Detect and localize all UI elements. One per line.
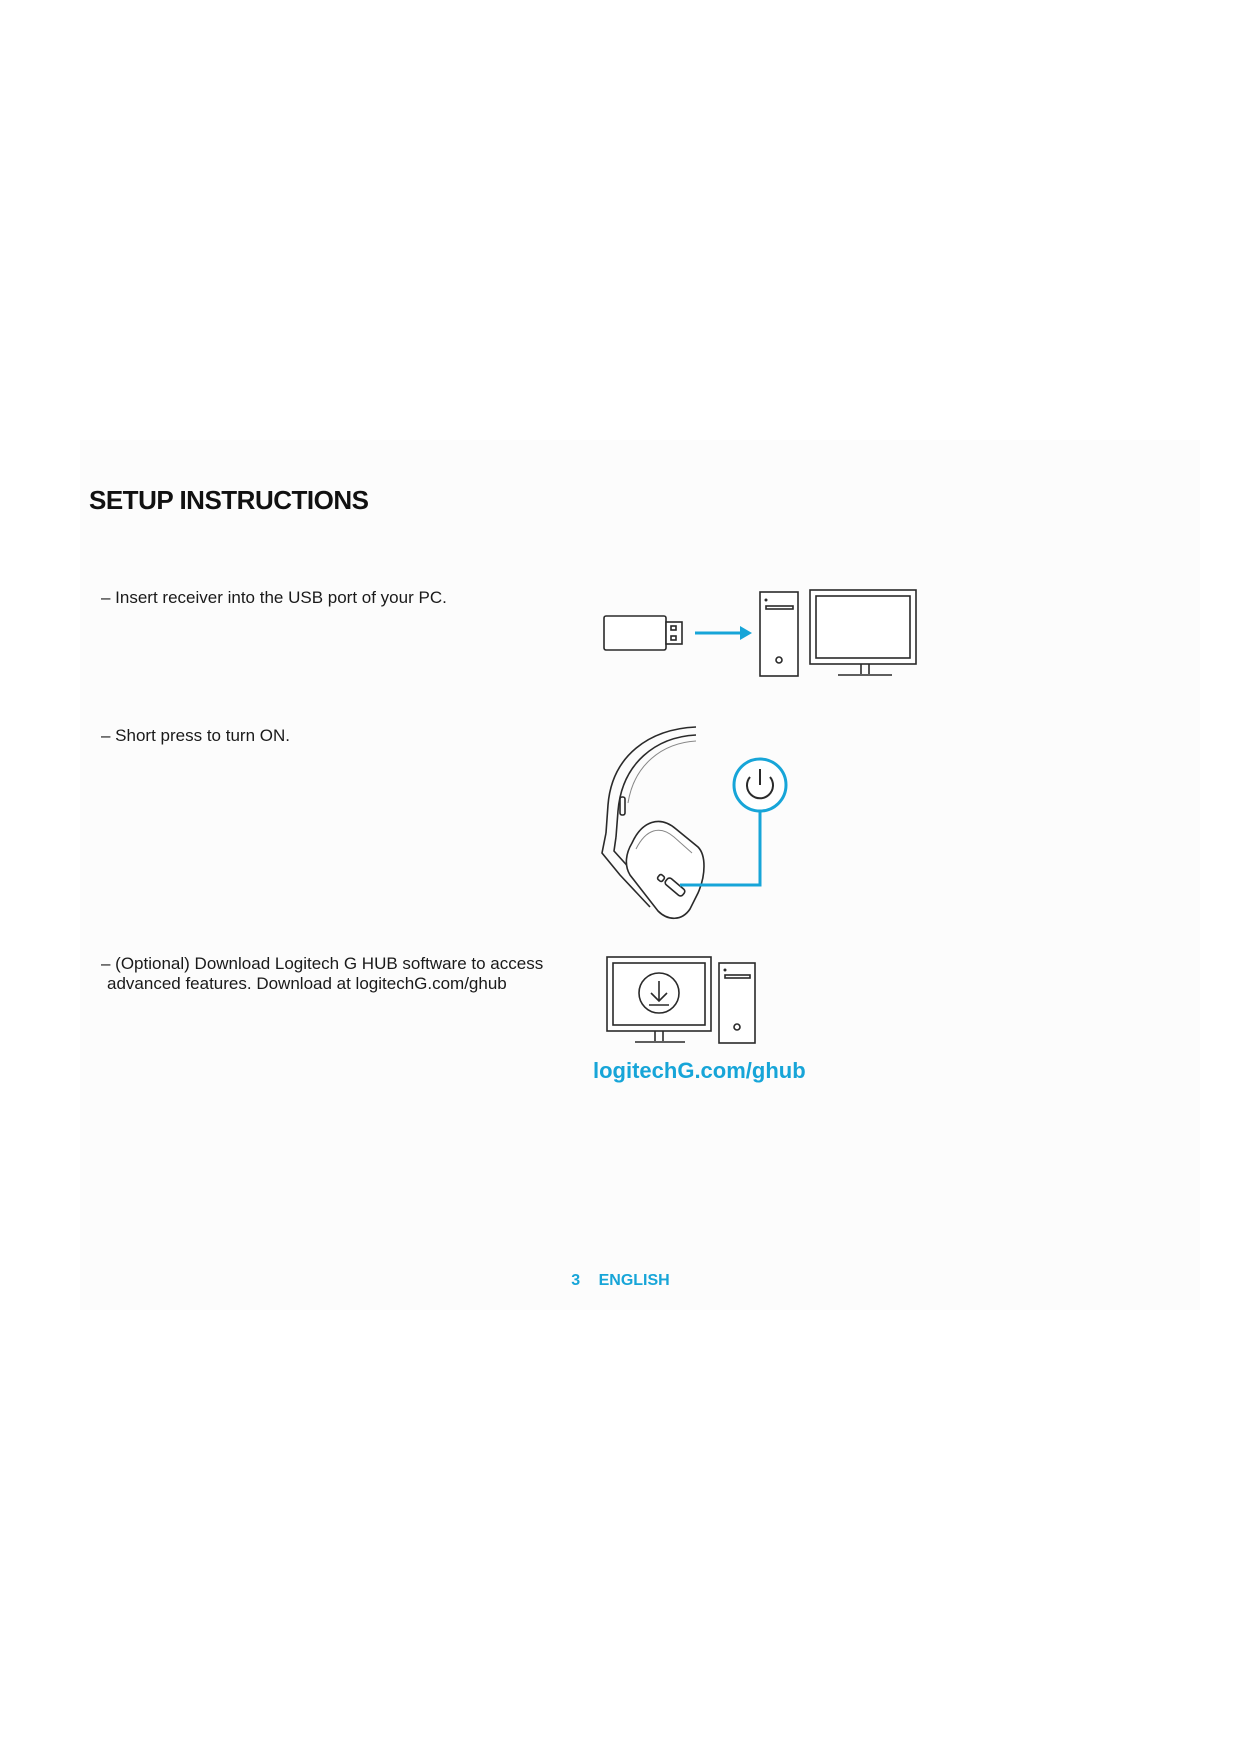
page-footer bbox=[0, 1272, 1241, 1290]
page-title: SETUP INSTRUCTIONS bbox=[89, 485, 369, 515]
usb-illustration bbox=[600, 588, 930, 680]
download-illustration bbox=[605, 955, 765, 1047]
ghub-link[interactable]: logitechG.com/ghub bbox=[593, 1058, 806, 1083]
headset-icon bbox=[602, 727, 704, 918]
step-2-text: – Short press to turn ON. bbox=[101, 726, 290, 745]
power-icon bbox=[734, 759, 786, 811]
headset-illustration bbox=[590, 725, 810, 925]
usb-receiver-icon bbox=[604, 616, 682, 650]
page-number: 3 bbox=[571, 1272, 581, 1289]
arrow-right-icon bbox=[695, 626, 752, 640]
monitor-icon bbox=[810, 590, 916, 675]
step-3-text bbox=[101, 954, 581, 994]
step-3-line2: advanced features. Download at logitechG.com/ghub bbox=[107, 974, 507, 993]
pc-tower-icon bbox=[760, 592, 798, 676]
step-3-line1: – (Optional) Download Logitech G HUB software to access bbox=[101, 954, 544, 973]
pc-tower-icon bbox=[719, 963, 755, 1043]
step-1-text: – Insert receiver into the USB port of your PC. bbox=[101, 588, 447, 607]
footer-language: ENGLISH bbox=[598, 1272, 670, 1289]
